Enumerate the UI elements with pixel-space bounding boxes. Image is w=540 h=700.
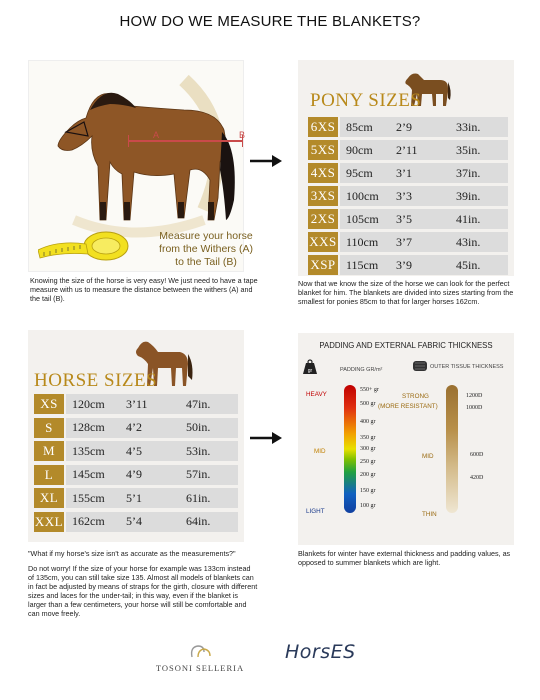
size-size: XS	[34, 394, 64, 414]
size-in: 43in.	[456, 234, 481, 249]
size-ft: 5’1	[126, 490, 142, 505]
size-ft: 3’3	[396, 188, 412, 203]
padding-panel	[298, 333, 514, 545]
denier-value: 600D	[470, 452, 484, 458]
size-ft: 5’4	[126, 514, 142, 528]
size-size: 4XS	[308, 163, 338, 183]
horse-sizes-title: HORSE SIZES	[34, 370, 158, 391]
label-a: A	[153, 130, 160, 140]
size-size: XL	[34, 488, 64, 508]
size-ft: 3’11	[126, 396, 148, 411]
size-cm: 95cm	[346, 165, 373, 180]
padding-value: 200 gr	[360, 472, 376, 478]
size-ft: 4’9	[126, 467, 142, 481]
level-mid-thickness: MID	[422, 453, 434, 460]
horse-sizes-panel	[28, 330, 244, 542]
size-in: 37in.	[456, 165, 481, 180]
size-in: 45in.	[456, 257, 481, 272]
size-cm: 105cm	[346, 211, 379, 226]
size-in: 35in.	[456, 142, 481, 157]
padding-value: 150 gr	[360, 488, 376, 494]
horses-logo: HorsES	[285, 641, 356, 663]
size-cm: 100cm	[346, 188, 379, 203]
size-row	[308, 232, 508, 252]
size-cm: 135cm	[72, 443, 105, 458]
horse-sizes-description: Do not worry! If the size of your horse for example was 133cm instead of 135cm, you can still take size 135. Almost all models of blankets can in fact be adjusted by means of straps for the girth, closure with different sizes and laces for the under-tail; in this way, even if the blanket is larger than a few centimeters, your horse will still be comfortable and can move freely.	[28, 564, 258, 618]
size-row	[34, 512, 238, 532]
size-ft: 3’9	[396, 257, 412, 272]
denier-value: 420D	[470, 475, 484, 481]
size-size: L	[34, 465, 64, 485]
horseshoe-icon	[188, 644, 212, 658]
padding-value: 500 gr	[360, 401, 376, 407]
size-row	[308, 140, 508, 160]
size-size: XXS	[308, 232, 338, 252]
size-ft: 2’9	[396, 119, 412, 134]
size-cm: 110cm	[346, 234, 379, 249]
size-ft: 3’1	[396, 165, 412, 180]
measure-caption: Measure your horse from the Withers (A) to the Tail (B)	[159, 230, 253, 268]
padding-description: Blankets for winter have external thickness and padding values, as opposed to summer blankets which are light.	[298, 549, 511, 567]
size-in: 50in.	[186, 420, 211, 434]
size-in: 57in.	[186, 467, 211, 481]
pony-sizes-title: PONY SIZES	[310, 90, 422, 111]
padding-label: PADDING GR/m²	[340, 367, 383, 373]
horse-sizes-question: "What if my horse's size isn't as accurate as the measurements?"	[28, 549, 236, 558]
size-ft: 3’5	[396, 211, 412, 226]
fabric-roll-icon	[412, 359, 428, 373]
measure-line	[128, 140, 242, 142]
size-row	[34, 418, 238, 438]
size-in: 61in.	[186, 490, 211, 505]
tosoni-logo-text: TOSONI SELLERIA	[155, 663, 245, 673]
padding-gradient-bar	[344, 385, 356, 513]
size-cm: 120cm	[72, 396, 105, 411]
horse-image	[34, 70, 244, 240]
measure-description: Knowing the size of the horse is very easy! We just need to have a tape measure with us to measure the distance between the withers (A) and the tail (B).	[30, 276, 258, 303]
padding-value: 350 gr	[360, 435, 376, 441]
pony-sizes-panel	[298, 60, 514, 276]
thickness-gradient-bar	[446, 385, 458, 513]
size-row	[34, 394, 238, 414]
size-cm: 128cm	[72, 420, 105, 434]
size-ft: 2’11	[396, 142, 418, 157]
padding-value: 400 gr	[360, 419, 376, 425]
level-mid: MID	[314, 448, 326, 455]
level-more-resistant: (MORE RESISTANT)	[378, 403, 438, 410]
level-light: LIGHT	[306, 508, 325, 515]
padding-value: 300 gr	[360, 446, 376, 452]
size-cm: 162cm	[72, 514, 105, 528]
size-in: 33in.	[456, 119, 481, 134]
main-title: HOW DO WE MEASURE THE BLANKETS?	[119, 13, 421, 30]
size-size: 6XS	[308, 117, 338, 137]
size-ft: 3’7	[396, 234, 412, 249]
tosoni-logo	[152, 644, 248, 673]
size-size: 3XS	[308, 186, 338, 206]
label-b: B	[239, 130, 246, 140]
size-size: XXL	[34, 512, 64, 532]
outer-tissue-label: OUTER TISSUE THICKNESS	[430, 364, 504, 370]
size-cm: 90cm	[346, 142, 373, 157]
size-row	[34, 465, 238, 485]
padding-title: PADDING AND EXTERNAL FABRIC THICKNESS	[319, 341, 493, 350]
size-row	[308, 209, 508, 229]
size-row	[308, 163, 508, 183]
size-cm: 85cm	[346, 119, 373, 134]
size-size: 2XS	[308, 209, 338, 229]
size-row	[308, 117, 508, 137]
size-ft: 4’5	[126, 443, 142, 458]
size-in: 53in.	[186, 443, 211, 458]
weight-icon	[302, 359, 318, 375]
level-heavy: HEAVY	[306, 391, 327, 398]
size-size: S	[34, 418, 64, 438]
padding-value: 550+ gr	[360, 387, 379, 393]
tape-measure-icon	[38, 226, 133, 266]
arrow-right-icon	[250, 154, 284, 168]
denier-value: 1000D	[466, 405, 483, 411]
svg-text:gr: gr	[307, 368, 313, 374]
size-cm: 145cm	[72, 467, 105, 481]
arrow-right-icon	[250, 431, 284, 445]
size-cm: 155cm	[72, 490, 105, 505]
size-in: 64in.	[186, 514, 211, 528]
padding-value: 250 gr	[360, 459, 376, 465]
level-thin: THIN	[422, 511, 437, 518]
size-row	[34, 488, 238, 508]
size-in: 39in.	[456, 188, 481, 203]
size-size: XSP	[308, 255, 338, 275]
padding-value: 100 gr	[360, 503, 376, 509]
level-strong: STRONG	[402, 393, 429, 400]
size-size: 5XS	[308, 140, 338, 160]
size-row	[308, 255, 508, 275]
size-cm: 115cm	[346, 257, 379, 272]
pony-sizes-description: Now that we know the size of the horse we can look for the perfect blanket for him. The blankets are divided into sizes starting from the smallest for ponies 85cm to that for larger horses 162cm.	[298, 279, 514, 306]
size-in: 47in.	[186, 396, 211, 411]
size-row	[308, 186, 508, 206]
denier-value: 1200D	[466, 393, 483, 399]
size-size: M	[34, 441, 64, 461]
size-row	[34, 441, 238, 461]
size-in: 41in.	[456, 211, 481, 226]
size-ft: 4’2	[126, 420, 142, 434]
